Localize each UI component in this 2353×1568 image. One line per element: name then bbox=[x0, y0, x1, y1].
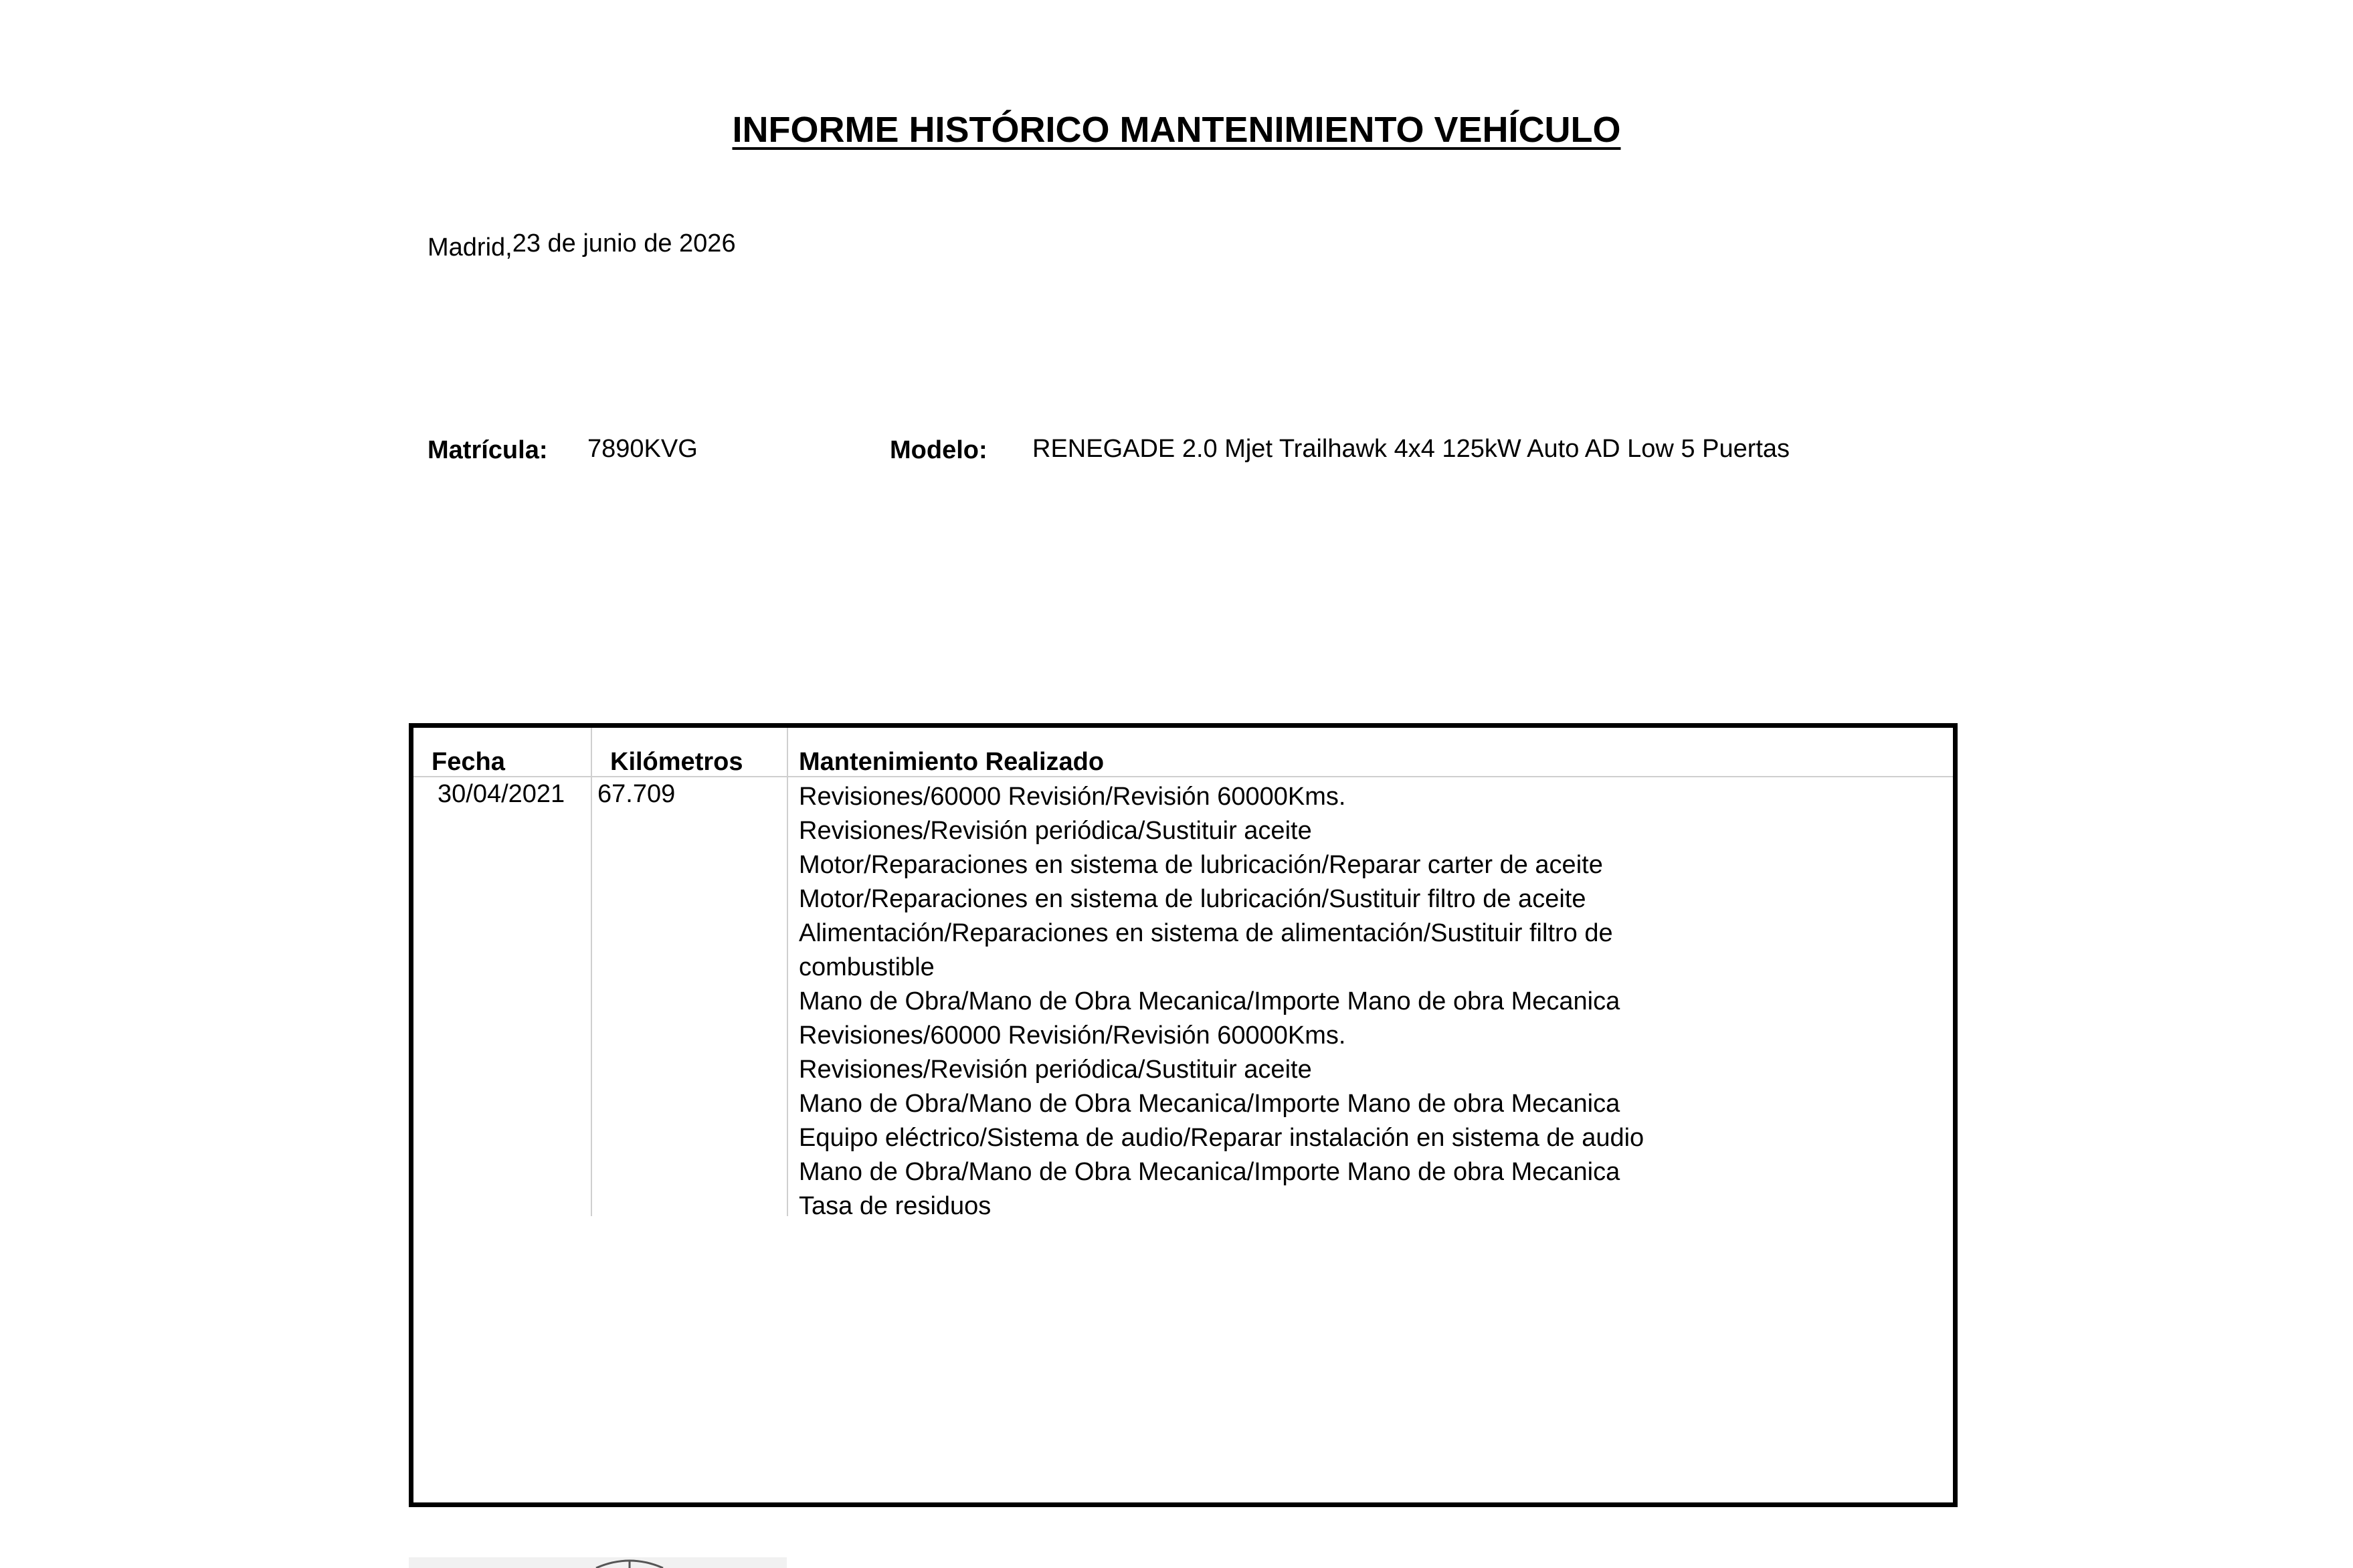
date-line bbox=[428, 229, 736, 262]
row-km: 67.709 bbox=[597, 780, 676, 808]
maintenance-item: combustible bbox=[799, 953, 935, 981]
document-title: INFORME HISTÓRICO MANTENIMIENTO VEHÍCULO bbox=[732, 110, 1621, 150]
maintenance-item: Mano de Obra/Mano de Obra Mecanica/Importe Mano de obra Mecanica bbox=[799, 1090, 1620, 1118]
header-fecha: Fecha bbox=[432, 748, 505, 776]
column-divider-date bbox=[591, 728, 592, 1216]
maintenance-item: Motor/Reparaciones en sistema de lubricación/Reparar carter de aceite bbox=[799, 851, 1603, 879]
city: Madrid, bbox=[428, 233, 512, 262]
column-divider-km bbox=[787, 728, 788, 1216]
stamp-graphic bbox=[409, 1557, 787, 1568]
maintenance-item: Revisiones/60000 Revisión/Revisión 60000Kms. bbox=[799, 783, 1346, 811]
header-mantenimiento: Mantenimiento Realizado bbox=[799, 748, 1105, 776]
maintenance-list bbox=[799, 780, 1644, 1223]
maintenance-item: Equipo eléctrico/Sistema de audio/Reparar instalación en sistema de audio bbox=[799, 1124, 1644, 1152]
maintenance-item: Tasa de residuos bbox=[799, 1192, 992, 1220]
stamp-image bbox=[409, 1557, 787, 1568]
row-date: 30/04/2021 bbox=[438, 780, 565, 808]
maintenance-item: Mano de Obra/Mano de Obra Mecanica/Importe Mano de obra Mecanica bbox=[799, 1158, 1620, 1186]
header-kilometros: Kilómetros bbox=[610, 748, 743, 776]
model-label: Modelo: bbox=[890, 436, 987, 464]
maintenance-item: Mano de Obra/Mano de Obra Mecanica/Importe Mano de obra Mecanica bbox=[799, 987, 1620, 1015]
maintenance-item: Alimentación/Reparaciones en sistema de alimentación/Sustituir filtro de bbox=[799, 919, 1613, 947]
model-value: RENEGADE 2.0 Mjet Trailhawk 4x4 125kW Auto AD Low 5 Puertas bbox=[1032, 435, 1790, 463]
maintenance-table bbox=[409, 723, 1958, 1507]
plate-value: 7890KVG bbox=[587, 435, 698, 463]
maintenance-item: Revisiones/60000 Revisión/Revisión 60000Kms. bbox=[799, 1021, 1346, 1050]
report-date: 23 de junio de 2026 bbox=[512, 229, 736, 258]
maintenance-item: Motor/Reparaciones en sistema de lubricación/Sustituir filtro de aceite bbox=[799, 885, 1586, 913]
plate-label: Matrícula: bbox=[428, 436, 548, 464]
maintenance-item: Revisiones/Revisión periódica/Sustituir aceite bbox=[799, 817, 1312, 845]
maintenance-item: Revisiones/Revisión periódica/Sustituir aceite bbox=[799, 1056, 1312, 1084]
